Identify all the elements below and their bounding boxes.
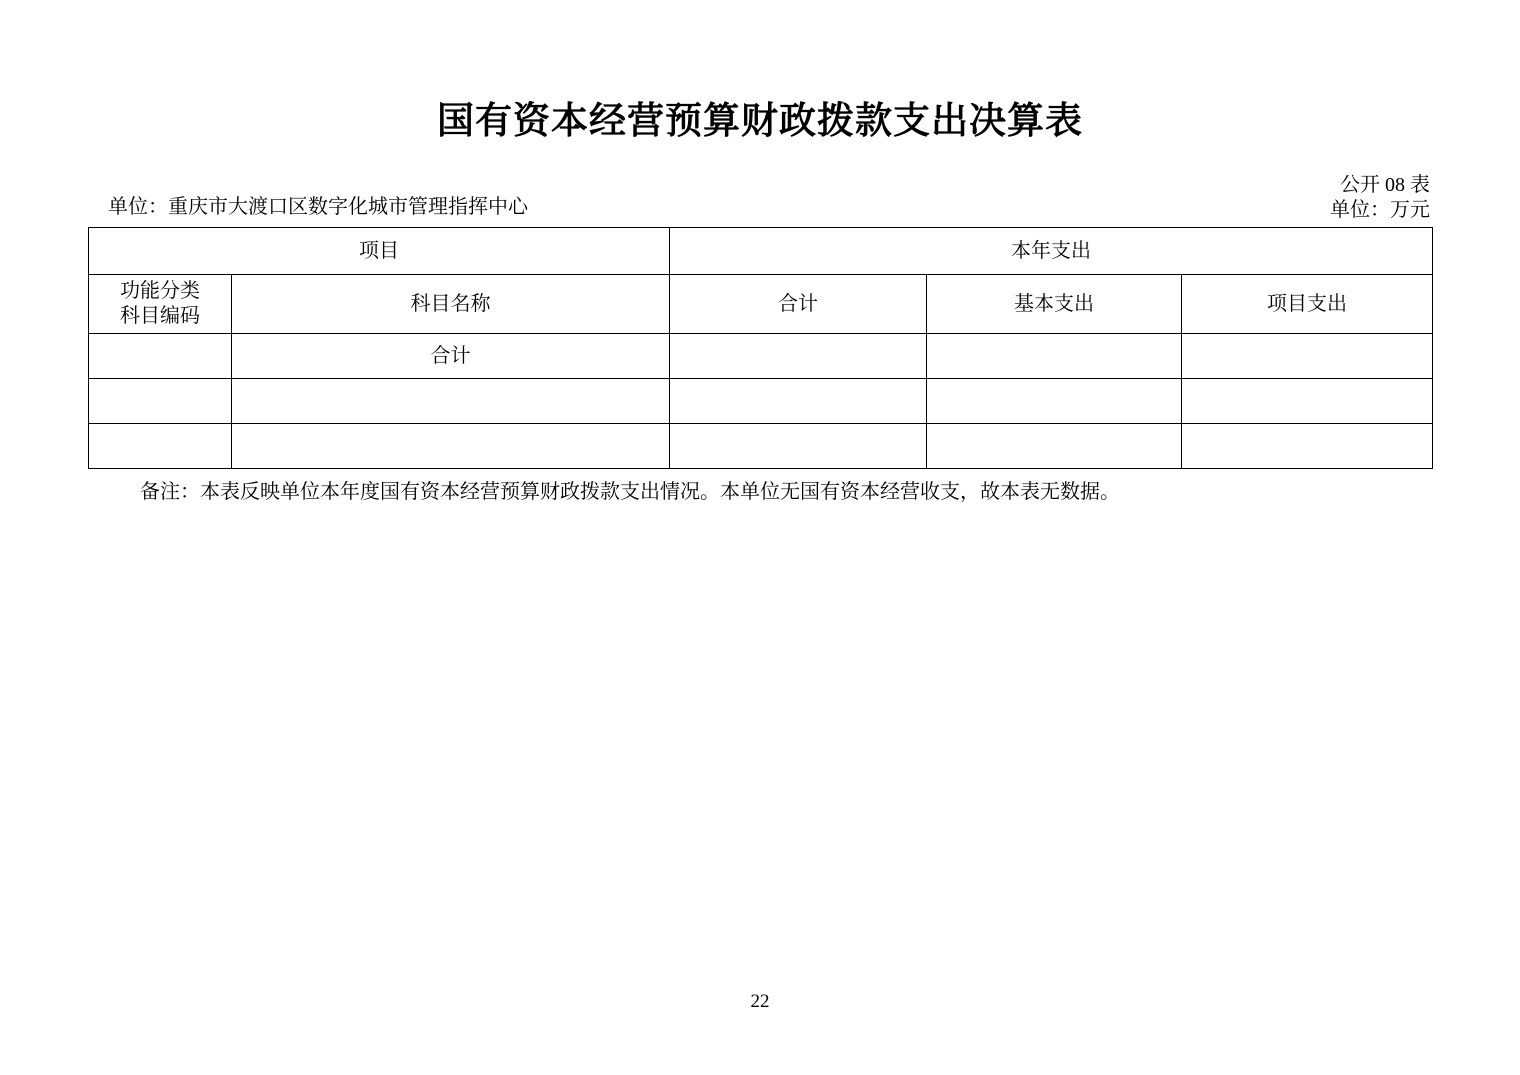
cell-name: 合计 (232, 334, 670, 379)
cell-total (670, 424, 927, 469)
cell-project (1182, 379, 1433, 424)
cell-basic (927, 379, 1182, 424)
column-header-function-code-line1: 功能分类 (120, 280, 200, 302)
cell-total (670, 379, 927, 424)
cell-project (1182, 334, 1433, 379)
budget-table (88, 227, 1433, 469)
column-header-subject-name: 科目名称 (232, 275, 670, 334)
cell-project (1182, 424, 1433, 469)
unit-measure-label: 单位：万元 (1330, 199, 1430, 221)
column-header-total: 合计 (670, 275, 927, 334)
cell-basic (927, 334, 1182, 379)
cell-code (89, 424, 232, 469)
unit-name-label: 单位：重庆市大渡口区数字化城市管理指挥中心 (108, 196, 528, 218)
group-header-current-year-expenditure: 本年支出 (670, 228, 1433, 275)
cell-name (232, 424, 670, 469)
table-column-header-row (89, 275, 1433, 334)
cell-name (232, 379, 670, 424)
table-row (89, 379, 1433, 424)
column-header-function-code (89, 275, 232, 334)
group-header-project: 项目 (89, 228, 670, 275)
cell-total (670, 334, 927, 379)
form-code-label: 公开 08 表 (1340, 174, 1430, 196)
column-header-basic-expenditure: 基本支出 (927, 275, 1182, 334)
table-row (89, 424, 1433, 469)
column-header-function-code-line2: 科目编码 (120, 305, 200, 327)
table-row (89, 334, 1433, 379)
page-number: 22 (750, 991, 770, 1012)
cell-code (89, 379, 232, 424)
table-note: 备注：本表反映单位本年度国有资本经营预算财政拨款支出情况。本单位无国有资本经营收支，故本表无数据。 (140, 481, 1120, 503)
cell-code (89, 334, 232, 379)
cell-basic (927, 424, 1182, 469)
table-group-header-row (89, 228, 1433, 275)
column-header-project-expenditure: 项目支出 (1182, 275, 1433, 334)
page-title: 国有资本经营预算财政拨款支出决算表 (437, 99, 1083, 142)
